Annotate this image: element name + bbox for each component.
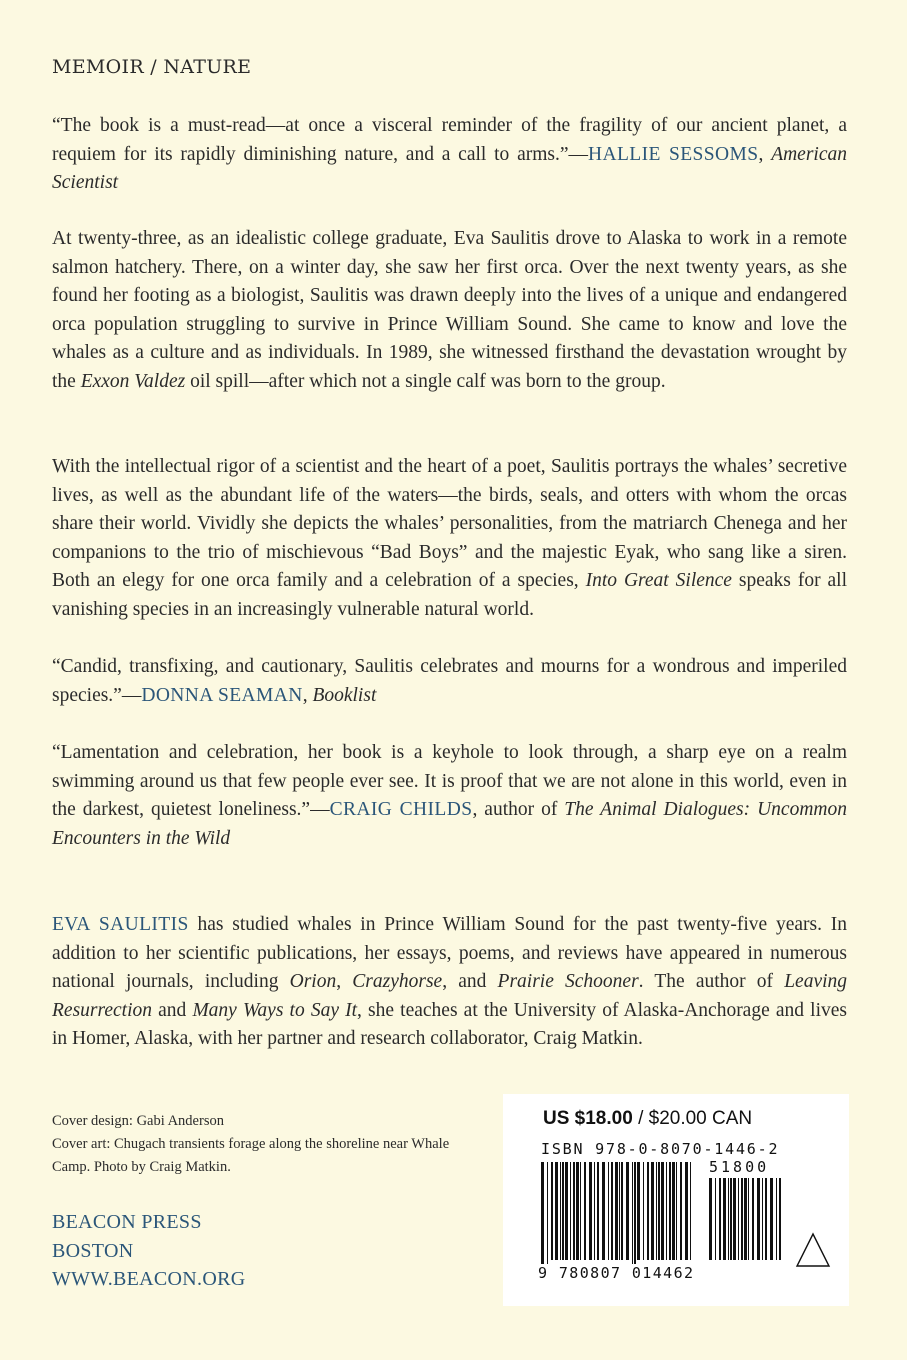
barcode-bar [776,1178,777,1260]
barcode-bar [560,1162,561,1260]
barcode-bar [770,1178,773,1260]
barcode-bar [709,1178,712,1260]
cover-design-credit: Cover design: Gabi Anderson [52,1113,224,1129]
blurb-author: CRAIG CHILDS [329,799,473,820]
barcode-digits: 9 780807 014462 [538,1264,695,1282]
blurb-childs: “Lamentation and celebration, her book is a keyhole to look through, a sharp eye on a realm swimming around us that few people ever see. It is proof that we are not alone in this world, even in the darkest, quietest loneliness.”—CRAIG CHILDS, author of The Animal Dialogues: Uncommon Encounters in the Wild [52,742,847,849]
description-paragraph-2: With the intellectual rigor of a scientist and the heart of a poet, Saulitis portrays the whales’ secretive lives, as well as the abundant life of the waters—the birds, seals, and otters with whom the orcas share their world. Vividly she depicts the whales’ personalities, from the matriarch Chenega and her companions to the trio of mischievous “Bad Boys” and the majestic Eyak, who sang like a siren. Both an elegy for one orca family and a celebration of a species, Into Great Silence speaks for all vanishing species in an increasingly vulnerable natural world. [52,456,847,620]
blurb-source: Booklist [312,684,377,706]
barcode-bar [748,1178,749,1260]
barcode-bar [779,1178,781,1260]
author-bio: EVA SAULITIS has studied whales in Prince William Sound for the past twenty-five years. In addition to her scientific publications, her essays, poems, and reviews have appeared in numerous national journals, including Orion, Crazyhorse, and Prairie Schooner. The author of Leaving Resurrection and Many Ways to Say It, she teaches at the University of Alaska-Anchorage and lives in Homer, Alaska, with her partner and research collaborator, Craig Matkin. [52,914,848,1049]
barcode-bar [580,1162,581,1260]
author-name: EVA SAULITIS [52,914,189,935]
barcode-bar [619,1162,620,1260]
barcode-bar [541,1162,544,1270]
isbn-barcode [541,1162,691,1270]
barcode-bar [602,1162,605,1260]
barcode-bar [661,1162,664,1260]
description-paragraph-1: At twenty-three, as an idealistic college graduate, Eva Saulitis drove to Alaska to work in a remote salmon hatchery. There, on a winter day, she saw her first orca. Over the next twenty years, as she found her footing as a biologist, Saulitis was drawn deeply into the lives of a unique and endangered orca population struggling to survive in Prince William Sound. She came to know and love the whales as a culture and as individuals. In 1989, she witnessed firsthand the devastation wrought by the Exxon Valdez oil spill—after which not a single calf was born to the group. [52,228,847,392]
barcode-bar [551,1162,553,1260]
barcode-bar [647,1162,649,1260]
barcode-bar [723,1178,726,1260]
blurb-author: DONNA SEAMAN [141,684,303,706]
barcode-bar [715,1178,716,1260]
blurb-author: HALLIE SESSOMS [588,143,759,165]
barcode-bar [719,1178,721,1260]
publisher-city: BOSTON [52,1239,134,1262]
barcode-bar [611,1162,613,1260]
blurb-sessoms: “The book is a must-read—at once a visceral reminder of the fragility of our ancient planet, a requiem for its rapidly diminishing nature, and a call to arms.”—HALLIE SESSOMS, American Scientist [52,115,847,193]
triangle-icon [793,1230,833,1270]
addon-number: 51800 [709,1158,770,1176]
barcode-bar [669,1162,671,1260]
barcode-bar [738,1178,739,1260]
barcode-bar [570,1162,571,1260]
barcode-bar [690,1162,691,1260]
barcode-bar [632,1162,633,1270]
publisher-url: WWW.BEACON.ORG [52,1268,246,1290]
barcode-bar [680,1162,682,1260]
barcode-bar [643,1162,644,1260]
barcode-bar [634,1162,636,1270]
barcode-bar [589,1162,592,1260]
barcode-bar [562,1162,564,1260]
barcode-bar [594,1162,595,1260]
barcode-bar [651,1162,654,1260]
barcode-bar [728,1178,729,1260]
addon-barcode [709,1178,781,1270]
barcode-bar [676,1162,677,1260]
barcode-bar [576,1162,579,1260]
barcode-bar [733,1178,736,1260]
publisher-name: BEACON PRESS [52,1211,202,1233]
barcode-bar [626,1162,629,1260]
barcode-bar [752,1178,754,1260]
barcode-bar [565,1162,568,1260]
barcode-bar [597,1162,599,1260]
barcode-bar [555,1162,558,1260]
barcode-bar [547,1162,548,1270]
barcode-bar [762,1178,763,1260]
isbn-text: ISBN 978-0-8070-1446-2 [541,1140,780,1158]
cover-credits [52,1110,472,1179]
barcode-panel [503,1094,849,1306]
blurb-source: American Scientist [52,143,847,193]
barcode-bar [637,1162,640,1260]
barcode-bar [608,1162,609,1260]
barcode-bar [765,1178,767,1260]
barcode-bar [757,1178,760,1260]
blurb-seaman: “Candid, transfixing, and cautionary, Saulitis celebrates and mourns for a wondrous and imperiled species.”—DONNA SEAMAN, Booklist [52,656,847,706]
barcode-bar [621,1162,623,1260]
blurb-source: The Animal Dialogues: Uncommon Encounters in the Wild [52,799,847,849]
barcode-bar [685,1162,688,1260]
category-label: MEMOIR / NATURE [52,56,252,78]
barcode-bar [741,1178,743,1260]
barcode-bar [744,1178,747,1260]
barcode-bar [730,1178,732,1260]
barcode-bar [584,1162,586,1260]
cover-art-credit: Cover art: Chugach transients forage along the shoreline near Whale Camp. Photo by Craig Matkin. [52,1136,450,1175]
publisher-info [52,1208,245,1294]
barcode-bar [573,1162,575,1260]
barcode-bar [666,1162,667,1260]
barcode-bar [656,1162,657,1260]
barcode-bar [672,1162,675,1260]
barcode-bar [658,1162,660,1260]
price-label: US $18.00 / $20.00 CAN [543,1108,753,1129]
barcode-bar [615,1162,618,1260]
